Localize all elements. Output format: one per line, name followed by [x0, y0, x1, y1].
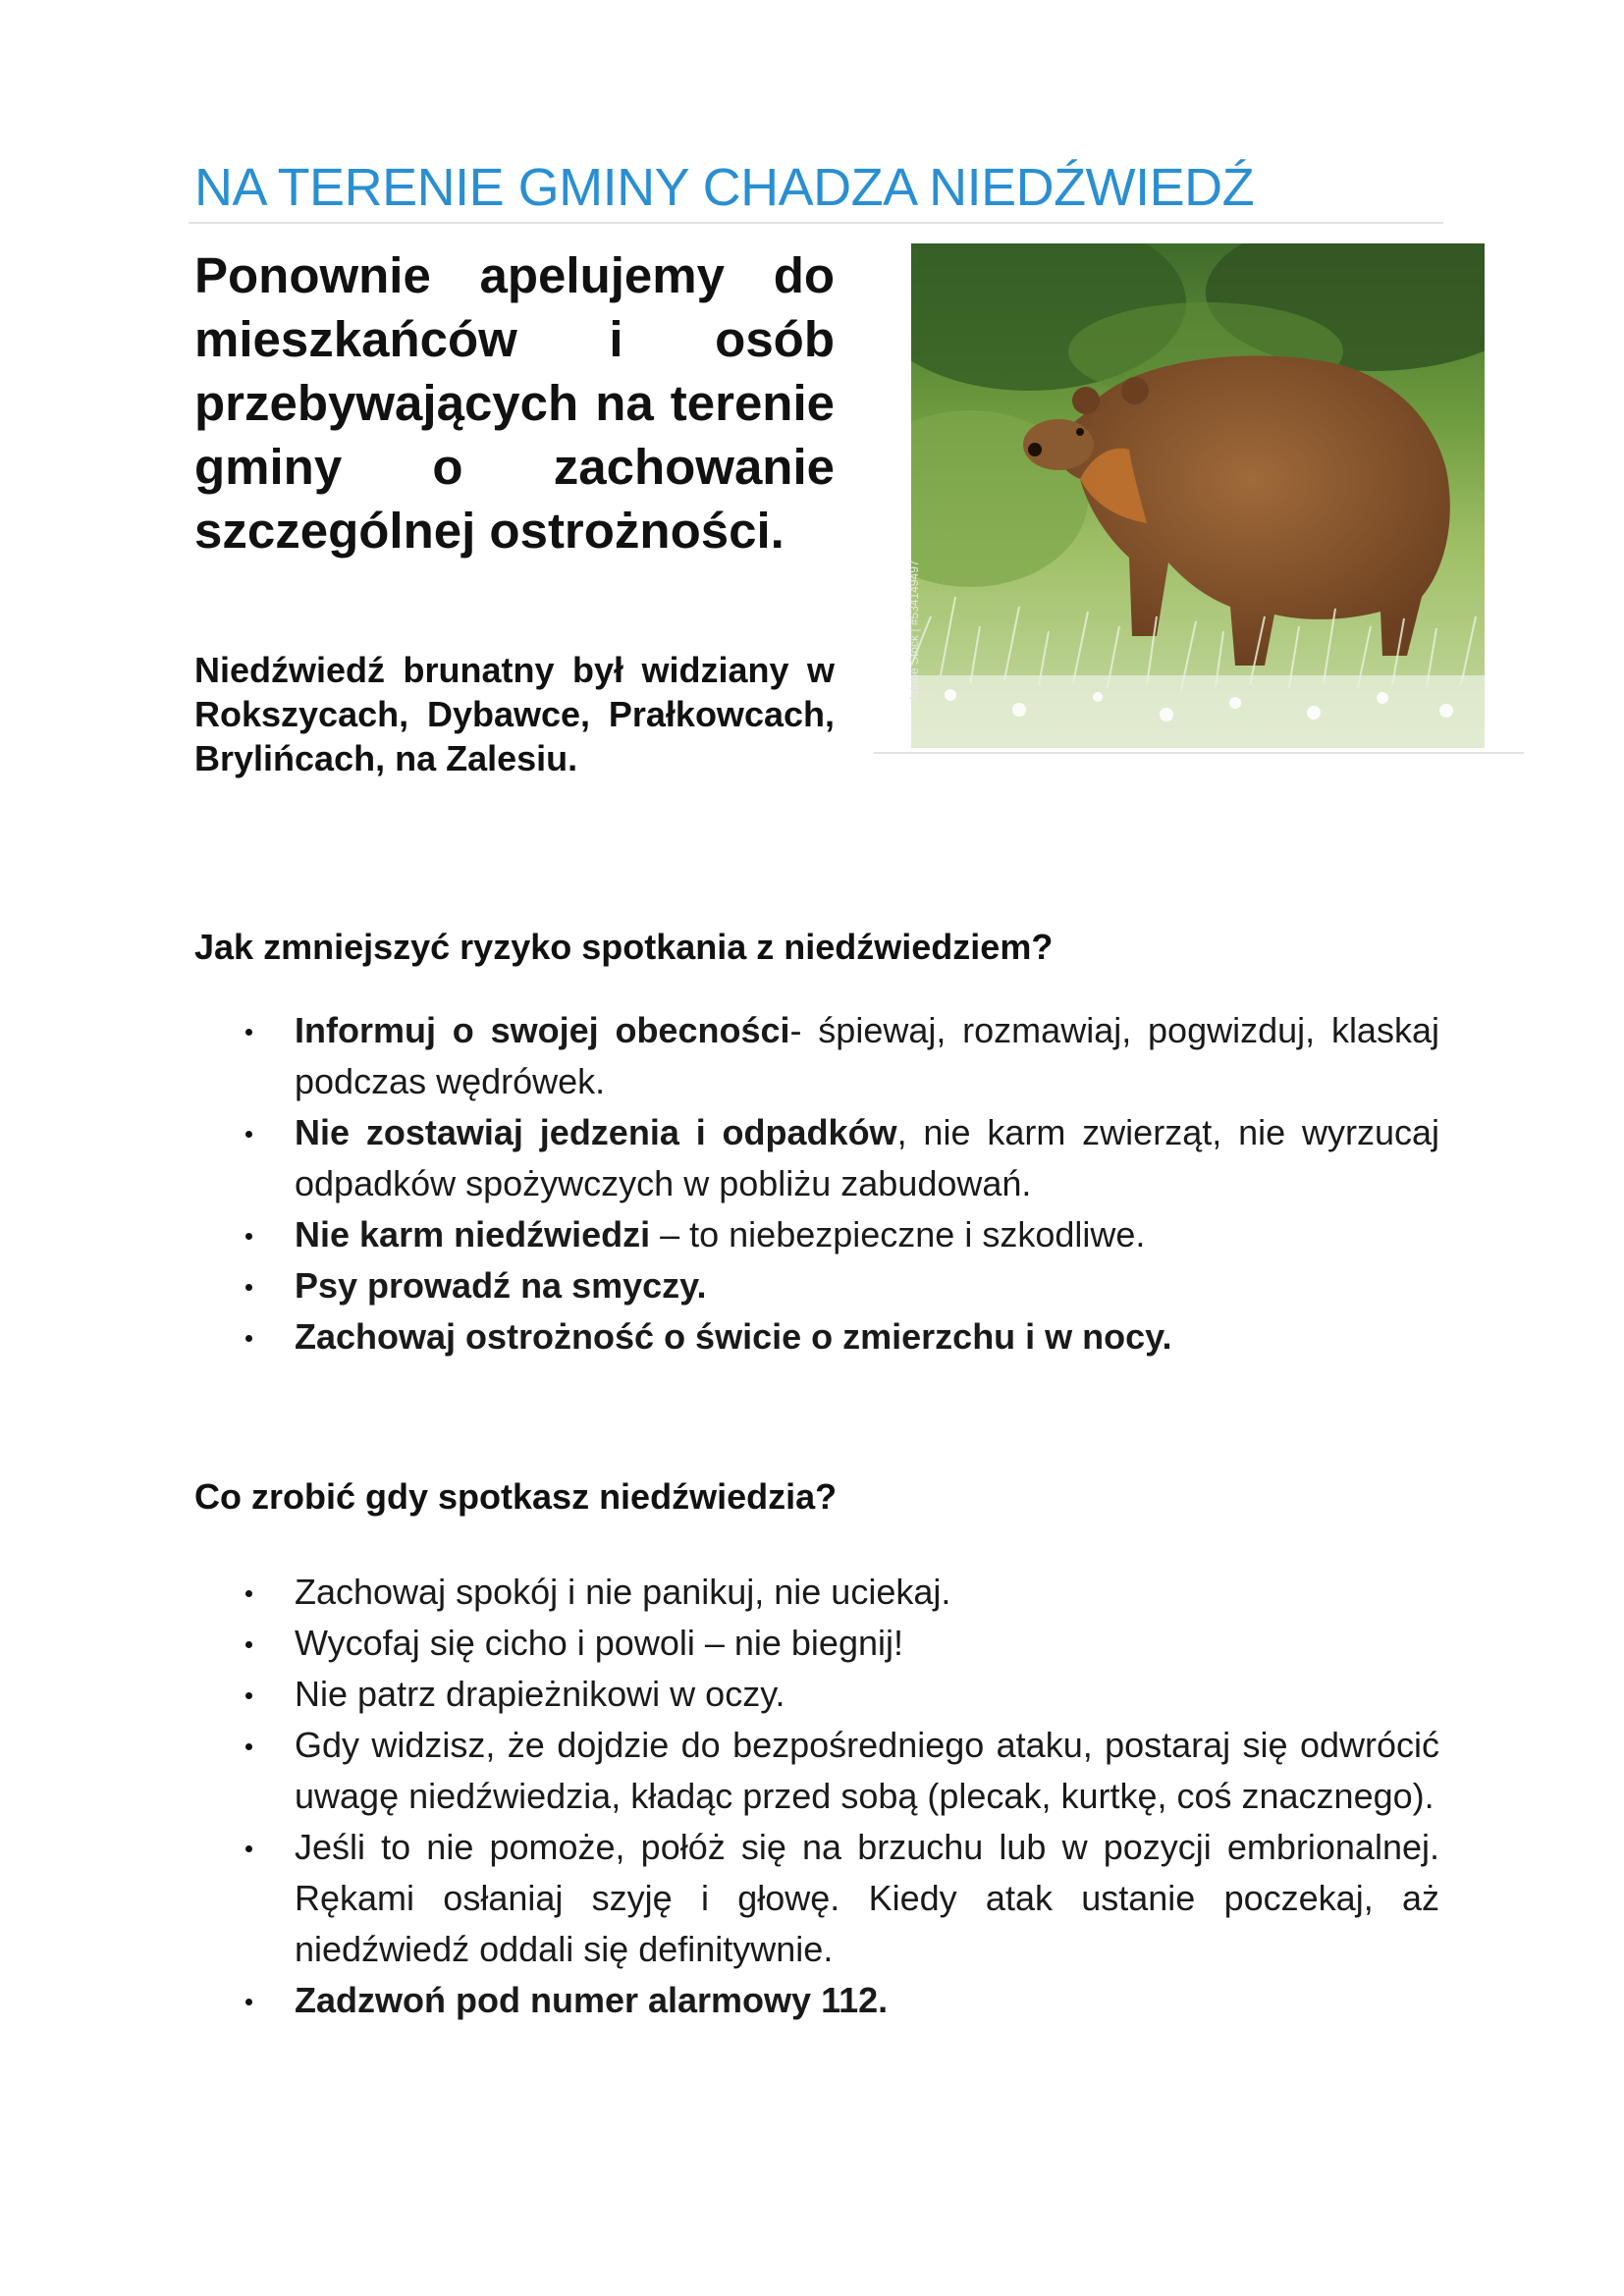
- list-item: [194, 1975, 1439, 2026]
- list-item: [194, 1260, 1439, 1311]
- list-item: [194, 1005, 1439, 1107]
- bear-photo-icon: [911, 243, 1485, 748]
- risk-reduction-heading: Jak zmniejszyć ryzyko spotkania z niedźwiedziem?: [194, 927, 1054, 967]
- list-item: [194, 1107, 1439, 1209]
- list-item-bold: Nie karm niedźwiedzi: [295, 1214, 651, 1255]
- list-item-text: , nie karm zwierząt, nie wyrzucaj odpadków spożywczych w pobliżu zabudowań.: [295, 1112, 1440, 1203]
- list-item: [194, 1669, 1439, 1720]
- list-item: [194, 1567, 1439, 1618]
- sighting-text: Niedźwiedź brunatny był widziany w Rokszycach, Dybawce, Prałkowcach, Brylińcach, na Zalesiu.: [194, 650, 835, 778]
- list-item-bold: Psy prowadź na smyczy.: [295, 1265, 707, 1306]
- list-item-text: Wycofaj się cicho i powoli – nie biegnij!: [295, 1623, 903, 1663]
- list-item: [194, 1618, 1439, 1669]
- list-item-text: Gdy widzisz, że dojdzie do bezpośredniego ataku, postaraj się odwrócić uwagę niedźwiedzia, kładąc przed sobą (plecak, kurtkę, coś znacznego).: [295, 1725, 1439, 1816]
- page-title: NA TERENIE GMINY CHADZA NIEDŹWIEDŹ: [194, 158, 1255, 217]
- list-item-text: Nie patrz drapieżnikowi w oczy.: [295, 1674, 785, 1714]
- list-item: [194, 1311, 1439, 1362]
- list-item: [194, 1720, 1439, 1822]
- list-item: [194, 1822, 1439, 1975]
- photo-divider: [874, 752, 1524, 754]
- list-item-text: Jeśli to nie pomoże, połóż się na brzuchu lub w pozycji embrionalnej. Rękami osłaniaj szyję i głowę. Kiedy atak ustanie poczekaj, aż niedźwiedź oddali się definitywnie.: [295, 1827, 1439, 1969]
- list-item-bold: Nie zostawiaj jedzenia i odpadków: [295, 1112, 897, 1152]
- encounter-heading: Co zrobić gdy spotkasz niedźwiedzia?: [194, 1476, 838, 1517]
- list-item-bold: Zachowaj ostrożność o świcie o zmierzchu i w nocy.: [295, 1316, 1172, 1357]
- appeal-text: Ponownie apelujemy do mieszkańców i osób przebywających na terenie gminy o zachowanie szczególnej ostrożności.: [194, 247, 835, 559]
- list-item-text: - śpiewaj, rozmawiaj, pogwizduj, klaskaj podczas wędrówek.: [295, 1010, 1439, 1101]
- list-item-bold: Informuj o swojej obecności: [295, 1010, 790, 1050]
- list-item-text: Zachowaj spokój i nie panikuj, nie uciekaj.: [295, 1572, 951, 1612]
- list-item-bold: Zadzwoń pod numer alarmowy 112.: [295, 1980, 889, 2020]
- photo-credit: Adobe Stock | #534149497: [907, 560, 921, 702]
- list-item: [194, 1209, 1439, 1260]
- list-item-text: – to niebezpieczne i szkodliwe.: [650, 1214, 1146, 1255]
- risk-reduction-list: [194, 1005, 1439, 1362]
- encounter-list: [194, 1567, 1439, 2026]
- bear-photo: [911, 243, 1485, 748]
- title-divider: [189, 222, 1443, 224]
